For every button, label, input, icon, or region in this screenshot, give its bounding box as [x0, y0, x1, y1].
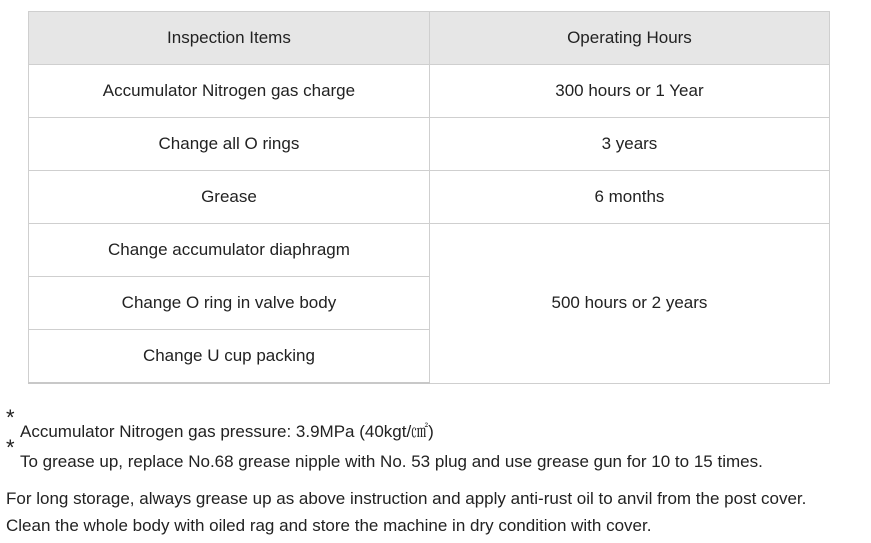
operating-hours-cell: 3 years [429, 118, 829, 171]
operating-hours-cell-merged: 500 hours or 2 years [429, 224, 829, 384]
notes-section [6, 405, 866, 539]
inspection-item-cell: Grease [29, 171, 430, 224]
storage-instruction-line: For long storage, always grease up as above instruction and apply anti-rust oil to anvil from the post cover. [6, 489, 807, 508]
storage-instructions [6, 485, 866, 539]
operating-hours-cell: 300 hours or 1 Year [429, 65, 829, 118]
inspection-item-cell: Accumulator Nitrogen gas charge [29, 65, 430, 118]
header-inspection-items: Inspection Items [29, 12, 430, 65]
header-operating-hours: Operating Hours [429, 12, 829, 65]
inspection-item-cell: Change U cup packing [29, 330, 430, 384]
table-row [29, 118, 830, 171]
table-header-row [29, 12, 830, 65]
footnote [6, 405, 866, 445]
inspection-table [28, 11, 830, 384]
footnote-text: To grease up, replace No.68 grease nipple with No. 53 plug and use grease gun for 10 to 15 times. [20, 452, 763, 471]
asterisk-marker: * [6, 435, 15, 460]
inspection-item-cell: Change accumulator diaphragm [29, 224, 430, 277]
table-row [29, 171, 830, 224]
inspection-item-cell: Change all O rings [29, 118, 430, 171]
footnote [6, 435, 866, 475]
footnote-text: Accumulator Nitrogen gas pressure: 3.9MPa (40kgt/㎠) [20, 422, 434, 441]
storage-instruction-line: Clean the whole body with oiled rag and store the machine in dry condition with cover. [6, 516, 652, 535]
asterisk-marker: * [6, 405, 15, 430]
inspection-item-cell: Change O ring in valve body [29, 277, 430, 330]
operating-hours-cell: 6 months [429, 171, 829, 224]
table-row [29, 224, 830, 277]
table-row [29, 65, 830, 118]
